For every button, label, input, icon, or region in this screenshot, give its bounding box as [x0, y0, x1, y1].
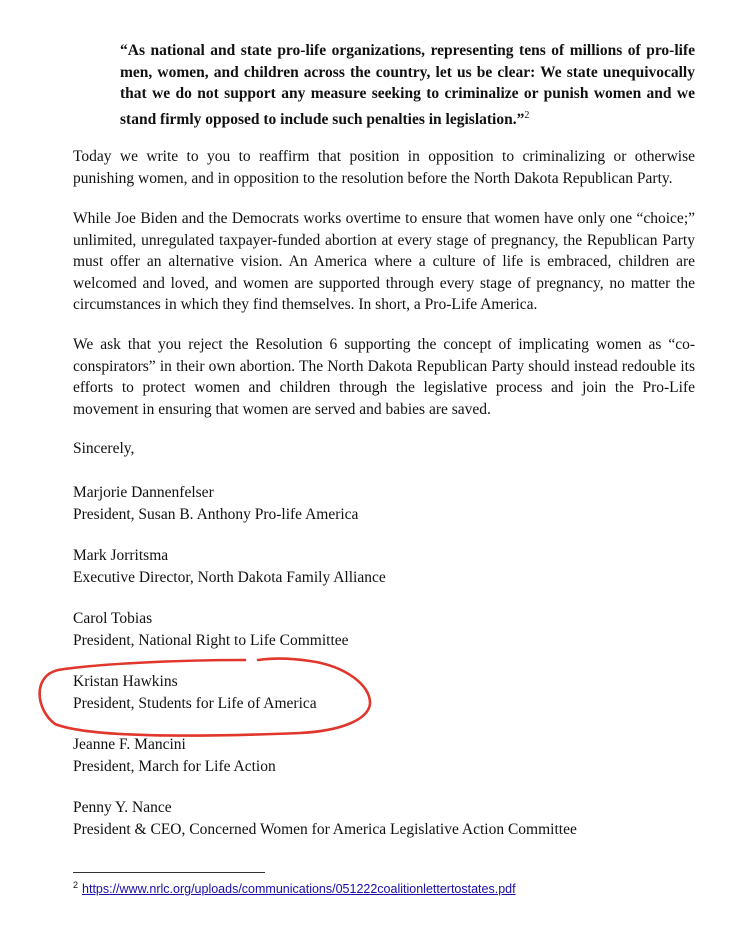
- closing-salutation: Sincerely,: [73, 440, 135, 457]
- footnote: [73, 880, 516, 896]
- quote-footnote-ref: 2: [524, 109, 530, 121]
- signatory-name: Mark Jorritsma: [73, 547, 169, 564]
- footnote-number: 2: [73, 880, 79, 890]
- paragraph-alternative-vision: While Joe Biden and the Democrats works overtime to ensure that women have only one “choice;” unlimited, unregulated taxpayer-funded abortion at every stage of pregnancy, the Republican Party must offer an alternative vision. An America where a culture of life is embraced, children are welcomed and loved, and women are supported through every stage of pregnancy, no matter the circumstances in which they find themselves. In short, a Pro-Life America.: [73, 210, 695, 313]
- signatory-title: President & CEO, Concerned Women for America Legislative Action Committee: [73, 821, 577, 838]
- footnote-link[interactable]: https://www.nrlc.org/uploads/communications/051222coalitionlettertostates.pdf: [82, 882, 516, 897]
- signatory: [73, 797, 577, 841]
- paragraph-reaffirm: Today we write to you to reaffirm that position in opposition to criminalizing or otherwise punishing women, and in opposition to the resolution before the North Dakota Republican Party.: [73, 148, 695, 187]
- signatory-name: Kristan Hawkins: [73, 673, 178, 690]
- signatory-name: Carol Tobias: [73, 610, 153, 627]
- block-quote: [120, 40, 695, 130]
- signatory: [73, 608, 349, 652]
- paragraph-request: We ask that you reject the Resolution 6 supporting the concept of implicating women as “co-conspirators” in their own abortion. The North Dakota Republican Party should instead redouble its efforts to protect women and children through the legislative process and join the Pro-Life movement in ensuring that women are served and babies are saved.: [73, 336, 695, 418]
- footnote-divider: [73, 872, 265, 873]
- signatory-title: President, National Right to Life Committee: [73, 632, 349, 649]
- signatory-title: President, March for Life Action: [73, 758, 276, 775]
- signatory-highlighted: [73, 671, 317, 715]
- signatory-name: Jeanne F. Mancini: [73, 736, 186, 753]
- signatory: [73, 734, 276, 778]
- quote-text: “As national and state pro-life organizations, representing tens of millions of pro-life men, women, and children across the country, let us be clear: We state unequivocally that we do not support any measure seeking to criminalize or punish women and we stand firmly opposed to include such penalties in legislation.”: [120, 42, 695, 128]
- signatory-title: Executive Director, North Dakota Family Alliance: [73, 569, 386, 586]
- signatory: [73, 482, 358, 526]
- signatory-title: President, Students for Life of America: [73, 695, 317, 712]
- signatory-title: President, Susan B. Anthony Pro-life America: [73, 506, 359, 523]
- signatory: [73, 545, 386, 589]
- signatory-name: Marjorie Dannenfelser: [73, 484, 214, 501]
- signatory-name: Penny Y. Nance: [73, 799, 172, 816]
